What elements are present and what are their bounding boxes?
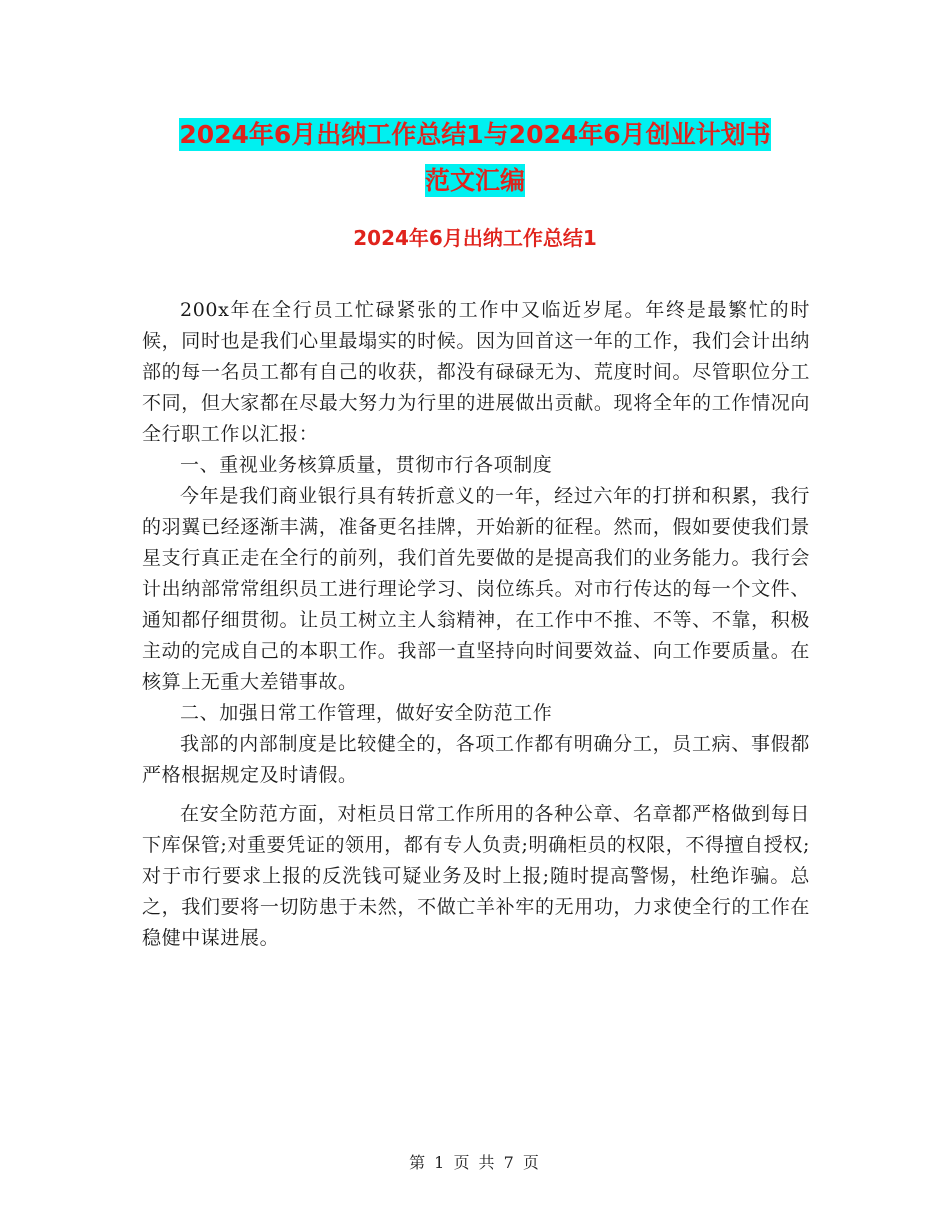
paragraph-two: 我部的内部制度是比较健全的，各项工作都有明确分工，员工病、事假都严格根据规定及时请假。 — [142, 733, 810, 786]
heading-two: 二、加强日常工作管理，做好安全防范工作 — [180, 702, 553, 724]
title-line-2: 范文汇编 — [424, 166, 525, 195]
title-line-1: 2024年6月出纳工作总结1与2024年6月创业计划书 — [179, 120, 771, 149]
paragraph-intro: 200x年在全行员工忙碌紧张的工作中又临近岁尾。年终是最繁忙的时候，同时也是我们心里最塌实的时候。因为回首这一年的工作，我们会计出纳部的每一名员工都有自己的收获，都没有碌碌无为、荒度时间。尽管职位分工不同，但大家都在尽最大努力为行里的进展做出贡献。现将全年的工作情况向全行职工作以汇报： — [142, 299, 810, 445]
body-text — [142, 295, 810, 954]
page-footer: 第 1 页 共 7 页 — [409, 1153, 541, 1172]
paragraph-three: 在安全防范方面，对柜员日常工作所用的各种公章、名章都严格做到每日下库保管;对重要凭证的领用，都有专人负责;明确柜员的权限，不得擅自授权;对于市行要求上报的反洗钱可疑业务及时上报;随时提高警惕，杜绝诈骗。总之，我们要将一切防患于未然，不做亡羊补牢的无用功，力求使全行的工作在稳健中谋进展。 — [142, 803, 810, 949]
document-title — [140, 112, 810, 204]
heading-one: 一、重视业务核算质量，贯彻市行各项制度 — [180, 454, 553, 476]
paragraph-one: 今年是我们商业银行具有转折意义的一年，经过六年的打拼和积累，我行的羽翼已经逐渐丰满，准备更名挂牌，开始新的征程。然而，假如要使我们景星支行真正走在全行的前列，我们首先要做的是提高我们的业务能力。我行会计出纳部常常组织员工进行理论学习、岗位练兵。对市行传达的每一个文件、通知都仔细贯彻。让员工树立主人翁精神，在工作中不推、不等、不靠，积极主动的完成自己的本职工作。我部一直坚持向时间要效益、向工作要质量。在核算上无重大差错事故。 — [142, 485, 810, 693]
section-title: 2024年6月出纳工作总结1 — [353, 226, 597, 250]
